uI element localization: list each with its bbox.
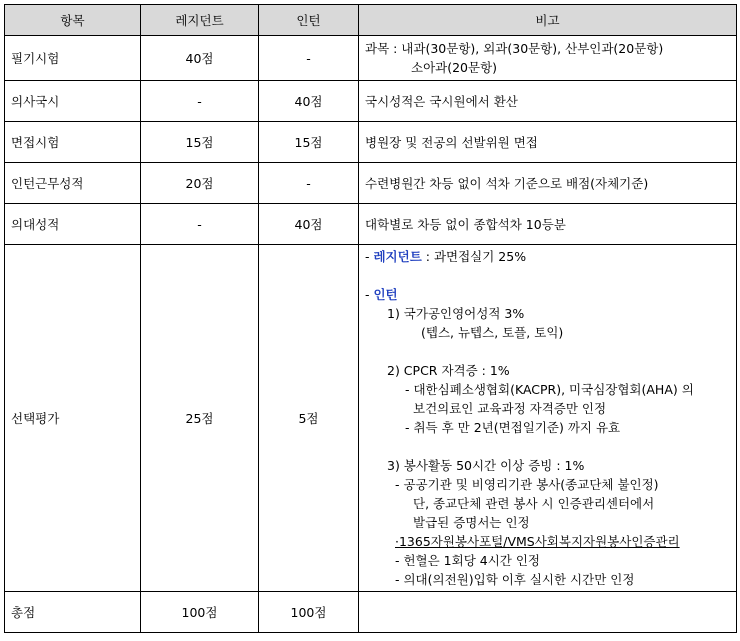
resident-score: - xyxy=(141,204,259,245)
table-row xyxy=(5,122,737,163)
remark-cell: 대학별로 차등 없이 종합석차 10등분 xyxy=(359,204,737,245)
remark-line: - 대한심폐소생협회(KACPR), 미국심장협회(AHA) 의 xyxy=(405,382,694,397)
resident-score: 25점 xyxy=(141,245,259,592)
table-row xyxy=(5,163,737,204)
remark-line: ·1365자원봉사포털/VMS사회복지자원봉사인증관리 xyxy=(395,534,680,549)
remark-cell xyxy=(359,592,737,633)
intern-label: 인턴 xyxy=(373,287,398,302)
item-cell: 인턴근무성적 xyxy=(5,163,141,204)
header-row xyxy=(5,5,737,36)
resident-score: 40점 xyxy=(141,36,259,81)
item-cell: 의대성적 xyxy=(5,204,141,245)
resident-score: 20점 xyxy=(141,163,259,204)
intern-score: 15점 xyxy=(259,122,359,163)
header-resident: 레지던트 xyxy=(141,5,259,36)
item-cell: 의사국시 xyxy=(5,81,141,122)
resident-text: : 과면접실기 25% xyxy=(421,249,527,264)
scoring-table xyxy=(4,4,737,633)
remark-line: 1) 국가공인영어성적 3% xyxy=(387,306,525,321)
remark-line: (텝스, 뉴텝스, 토플, 토익) xyxy=(421,325,564,340)
remark-line: 2) CPCR 자격증 : 1% xyxy=(387,363,510,378)
selection-row xyxy=(5,245,737,592)
resident-score: - xyxy=(141,81,259,122)
intern-score: 100점 xyxy=(259,592,359,633)
remark-line: 소아과(20문항) xyxy=(411,60,498,75)
intern-score: 40점 xyxy=(259,204,359,245)
intern-score: 5점 xyxy=(259,245,359,592)
remark-line: 발급된 증명서는 인정 xyxy=(413,515,530,530)
remark-line: 보건의료인 교육과정 자격증만 인정 xyxy=(413,401,607,416)
remark-prefix: - xyxy=(365,287,374,302)
intern-remark xyxy=(365,285,730,304)
remark-cell xyxy=(359,245,737,592)
remark-prefix: - xyxy=(365,249,374,264)
resident-label: 레지던트 xyxy=(373,249,422,264)
remark-cell: 국시성적은 국시원에서 환산 xyxy=(359,81,737,122)
intern-score: - xyxy=(259,163,359,204)
header-item: 항목 xyxy=(5,5,141,36)
remark-cell: 병원장 및 전공의 선발위원 면접 xyxy=(359,122,737,163)
item-cell: 선택평가 xyxy=(5,245,141,592)
item-cell: 필기시험 xyxy=(5,36,141,81)
remark-line: - 의대(의전원)입학 이후 실시한 시간만 인정 xyxy=(395,572,635,587)
item-cell: 면접시험 xyxy=(5,122,141,163)
table-row xyxy=(5,204,737,245)
header-intern: 인턴 xyxy=(259,5,359,36)
intern-score: 40점 xyxy=(259,81,359,122)
resident-score: 15점 xyxy=(141,122,259,163)
intern-score: - xyxy=(259,36,359,81)
remark-cell: 수련병원간 차등 없이 석차 기준으로 배점(자체기준) xyxy=(359,163,737,204)
remark-line: - 공공기관 및 비영리기관 봉사(종교단체 불인정) xyxy=(395,477,659,492)
resident-remark xyxy=(365,247,730,266)
table-row xyxy=(5,81,737,122)
remark-cell xyxy=(359,36,737,81)
remark-line: 3) 봉사활동 50시간 이상 증빙 : 1% xyxy=(387,458,585,473)
resident-score: 100점 xyxy=(141,592,259,633)
remark-line: 과목 : 내과(30문항), 외과(30문항), 산부인과(20문항) xyxy=(365,41,664,56)
remark-line: - 헌혈은 1회당 4시간 인정 xyxy=(395,553,540,568)
header-remarks: 비고 xyxy=(359,5,737,36)
table-row xyxy=(5,36,737,81)
remark-line: - 취득 후 만 2년(면접일기준) 까지 유효 xyxy=(405,420,621,435)
item-cell: 총점 xyxy=(5,592,141,633)
total-row xyxy=(5,592,737,633)
remark-line: 단, 종교단체 관련 봉사 시 인증관리센터에서 xyxy=(413,496,655,511)
